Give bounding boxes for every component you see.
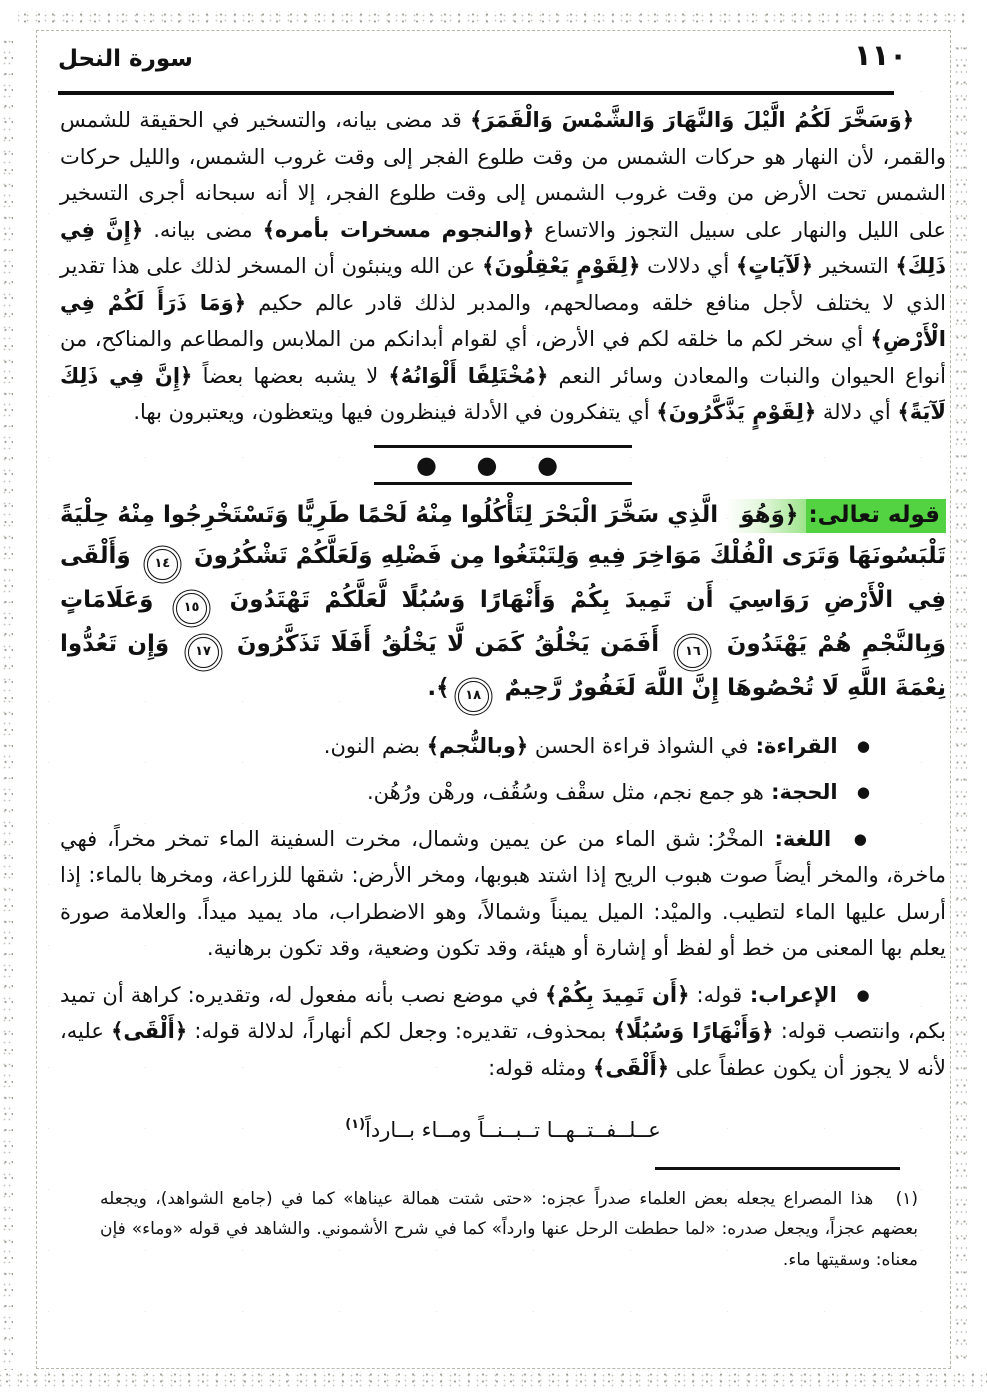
body-text: لا يشبه بعضها بعضاً [192,363,389,388]
body-text: هو جمع نجم، مثل سقْف وسُقُف، ورهْن ورُهُن. [367,780,764,804]
quran-quote: ﴿لِقَوْمٍ يَذَّكَّرُونَ﴾ [656,400,817,424]
section-separator [374,445,632,485]
body-text: هذا المصراع يجعله بعض العلماء صدراً عجزه: «حتى شتت همالة عيناها» كما في (جامع الشواهد)، ويجعله بعضهم عجزاً، ويجعل صدره: «لما حططت الرحل عنها وارداً» كما في شرح الأشموني. والشاهد في قوله «وماء» فإن معناه: وسقيتها ماء. [94,1188,918,1270]
scan-noise-top [18,11,970,24]
scan-noise-right [954,40,967,1364]
section-title: الحجة: [763,780,845,804]
body-text: قوله: [689,982,743,1007]
body-text: أي سخر لكم ما خلقه لكم في الأرض، أي لقوام أبدانكم من الملابس والمطاعم والمناكح، من أنواع الحيوان والنبات والمعادن وسائر النعم [53,327,947,388]
scan-noise-bottom [0,1371,987,1387]
footnote-rule [655,1167,900,1170]
bullet-icon: ● [856,985,871,1004]
quran-quote: ﴿وبالنُّجم﴾ [426,733,529,758]
body-text: قد مضى بيانه، والتسخير في الحقيقة للشمس والقمر، لأن النهار هو حركات الشمس من وقت طلوع الفجر إلى وقت غروب الشمس، والليل حركات الشمس تحت الأرض من وقت غروب الشمس إلى وقت طلوع الفجر، إلا أنه سبحانه أجرى التسخير على الليل والنهار على سبيل التجوز والاتساع [53,108,946,242]
commentary-paragraph [52,102,947,431]
quran-quote: ﴿إِنَّ فِي ذَلِكَ﴾ [52,217,946,278]
page-content [51,102,947,1275]
ayah-number: ١٦ [677,637,708,668]
quran-quote: الَّذِي سَخَّرَ الْبَحْرَ لِتَأْكُلُوا مِنْهُ لَحْمًا طَرِيًّا وَتَسْتَخْرِجُوا مِنْهُ حِلْيَةً تَلْبَسُونَهَا وَتَرَى الْفُلْكَ مَوَاخِرَ فِيهِ وَلِتَبْتَغُوا مِن فَضْلِهِ وَلَعَلَّكُمْ تَشْكُرُونَ [51,501,946,569]
quran-quote: ﴿أَلْقَى﴾ [593,1055,670,1080]
quran-quote: ﴿والنجوم مسخرات بأمره﴾ [262,217,535,242]
poetry-line [60,1106,946,1149]
body-text: بمحذوف، تقديره: وجعل لكم أنهاراً، لدلالة قوله: [187,1019,614,1043]
highlighted-label: قوله تعالى: [806,499,946,533]
quran-verse-block [51,495,947,712]
body-text: أي يتفكرون في الأدلة فينظرون فيها ويتعظون، ويعتبرون بها. [133,400,657,424]
body-text: عن الله وينبئون أن المسخر لذلك على هذا تقدير الذي لا يختلف لأجل منافع خلقه ومصالحهم، والمدبر لذلك قادر عالم حكيم [53,254,946,315]
bullet-icon: ● [856,783,870,801]
quran-quote: ﴿مُخْتَلِفًا أَلْوَانُهُ﴾ [388,363,549,388]
quran-quote: ﴿إِنَّ فِي ذَلِكَ لَآيَةً﴾ [52,363,946,424]
quran-quote: ﴿أَن تَمِيدَ بِكُمْ﴾ [545,982,690,1007]
bullet-icon: ● [853,829,870,848]
footnote-ref-marker: (١) [345,1117,366,1132]
ayah-number: ١٥ [176,593,207,624]
quran-quote: ﴿وَسَخَّرَ لَكُمُ الَّيْلَ وَالنَّهَارَ وَالشَّمْسَ وَالْقَمَرَ﴾ [470,108,915,132]
section-hujjah [60,774,946,811]
section-title: القراءة: [748,733,845,758]
section-irab [53,977,946,1087]
separator-dots: ● ● ● [415,450,575,479]
section-title: الإعراب: [742,982,845,1007]
highlighted-quran: ﴿وَهُوَ [726,499,806,533]
ayah-number: ١٧ [188,637,219,668]
body-text: في الشواذ قراءة الحسن [528,733,749,758]
body-text: بضم النون. [323,733,427,758]
quran-quote: وَإِن تَعُدُّوا نِعْمَةَ اللَّهِ لَا تُحْصُوهَا إِنَّ اللَّهَ لَغَفُورٌ رَّحِيمٌ [51,630,946,701]
surah-title: سورة النحل [58,46,193,72]
ayah-number: ١٤ [147,549,178,580]
separator-line-bottom [374,482,632,485]
quran-quote: ﴾. [427,674,450,701]
scan-noise-left [2,34,13,1370]
body-text: أي دلالة [816,400,898,424]
body-text: أي دلالات [640,254,736,278]
section-lughah [53,821,946,967]
section-title: اللغة: [763,826,842,851]
quran-quote: ﴿وَأَنْهَارًا وَسُبُلًا﴾ [613,1019,774,1043]
footnote-marker: (١) [895,1188,918,1209]
body-text: التسخير [813,254,896,278]
body-text: المخْرُ: شق الماء من عن يمين وشمال، مخرت السفينة الماء تمخر مخراً، فهي ماخرة، والمخر أيضاً صوت هبوب الريح إذا اشتد هبوبها، ومخر الأرض: شقها للزراعة، ومخرها بالماء: إذا أرسل عليها الماء لتطيب. والميْد: الميل يميناً وشمالاً، وهو الاضطراب، ماد يميد ميداً. والعلامة صورة يعلم بها المعنى من خط أو لفظ أو إشارة أو هيئة، وقد تكون وضعية، وقد تكون برهانية. [53,826,946,960]
body-text: في موضع نصب بأنه مفعول له، وتقديره: كراهة أن تميد بكم، وانتصب قوله: [53,982,946,1043]
ayah-number: ١٨ [458,681,489,712]
body-text: ومثله قوله: [488,1055,594,1080]
body-text: عليه، لأنه لا يجوز أن يكون عطفاً على [53,1019,946,1080]
quran-quote: وَأَلْقَى فِي الْأَرْضِ رَوَاسِيَ أَن تَمِيدَ بِكُمْ وَأَنْهَارًا وَسُبُلًا لَّعَلَّكُمْ تَهْتَدُونَ [51,542,947,613]
quran-quote: وَعَلَامَاتٍ وَبِالنَّجْمِ هُمْ يَهْتَدُونَ [51,586,946,657]
quran-quote: ﴿أَلْقَى﴾ [111,1019,188,1043]
section-qiraah [60,728,946,765]
quran-quote: ﴿لِقَوْمٍ يَعْقِلُونَ﴾ [482,254,641,278]
body-text: مضى بيانه. [143,217,263,242]
quran-quote: ﴿لَآيَاتٍ﴾ [735,254,814,278]
quran-quote: أَفَمَن يَخْلُقُ كَمَن لَّا يَخْلُقُ أَفَلَا تَذَكَّرُونَ [226,630,670,657]
page-number: ١١٠ [853,38,907,72]
footnote-paragraph [60,1184,946,1276]
header-rule [58,91,894,95]
poetry-text: عــلــفــتــهــا تــبــنــاً ومــاء بــارداً [365,1118,661,1142]
quran-quote: ﴿وَمَا ذَرَأَ لَكُمْ فِي الْأَرْضِ﴾ [52,290,946,351]
bullet-icon: ● [856,736,870,755]
